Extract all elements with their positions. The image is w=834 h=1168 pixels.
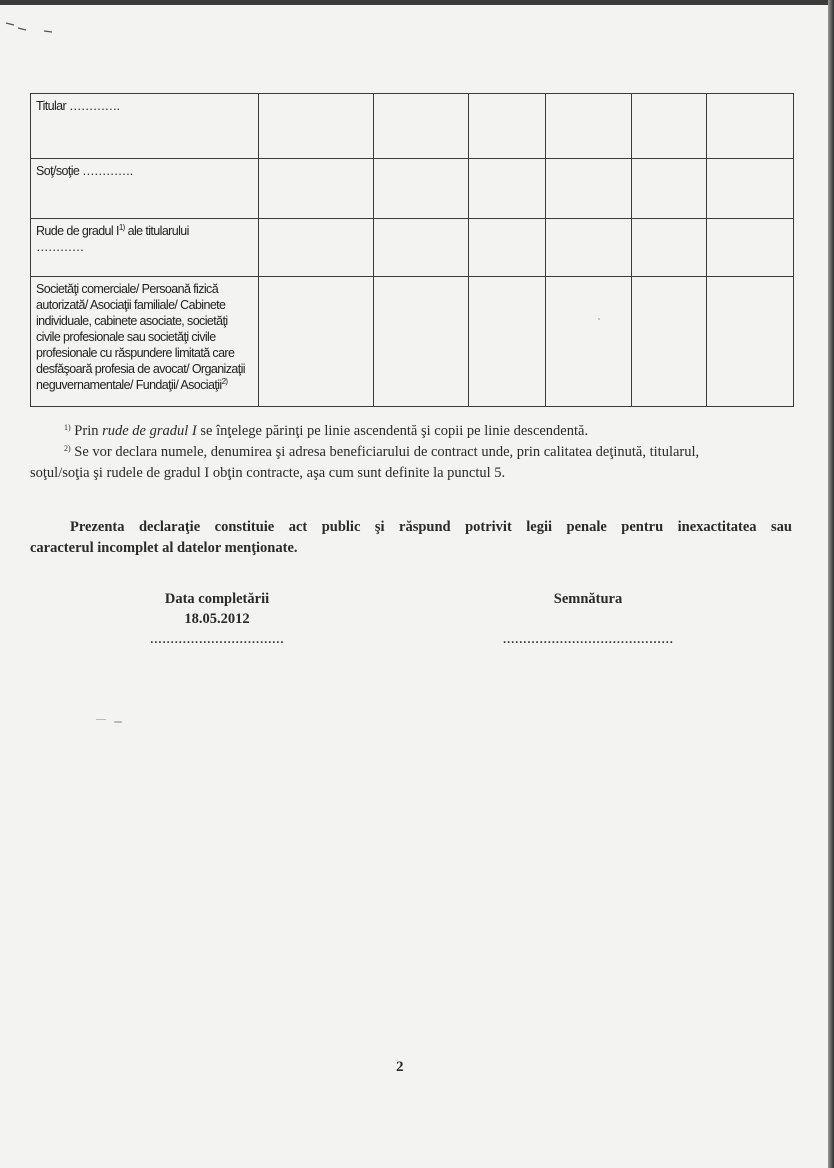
table-cell [707, 277, 794, 407]
declaration-table [30, 93, 794, 407]
statement-line: Prezenta declaraţie constituie act public şi răspund potrivit legii penale pentru inexactitatea sau [70, 519, 792, 535]
table-cell [546, 219, 632, 277]
footnote-1 [30, 421, 800, 442]
table-cell [632, 94, 707, 159]
table-cell [469, 277, 546, 407]
table-cell [632, 277, 707, 407]
scan-speck [96, 719, 106, 720]
table-cell [469, 219, 546, 277]
table-cell [632, 219, 707, 277]
table-cell [707, 159, 794, 219]
statement-line: caracterul incomplet al datelor menţionate. [30, 540, 298, 556]
date-dots: …………………………… [149, 632, 285, 646]
date-block [128, 589, 306, 649]
scan-speck [598, 318, 600, 320]
label-line: Societăţi comerciale/ Persoană fizică [36, 282, 219, 296]
footnote-2 [30, 442, 800, 463]
table-cell [259, 219, 374, 277]
row-label-titular [31, 94, 259, 159]
table-cell [469, 159, 546, 219]
table-row-rude [31, 219, 794, 277]
page-number: 2 [396, 1059, 404, 1075]
label-line: profesionale cu răspundere limitată care [36, 346, 235, 360]
table-cell [546, 159, 632, 219]
table-cell [374, 219, 469, 277]
document-page [0, 5, 828, 1168]
table-cell [259, 94, 374, 159]
date-value: 18.05.2012 [184, 611, 250, 627]
label-line: Soţ/soţie …………. [36, 164, 133, 178]
label-line [36, 377, 254, 393]
label-line: Titular …………. [36, 99, 120, 113]
footnote-text: Se vor declara numele, denumirea şi adresa beneficiarului de contract unde, prin calitatea deţinută, titularul, [70, 444, 700, 460]
table-cell [469, 94, 546, 159]
date-label: Data completării [164, 591, 270, 607]
row-label-societati [31, 277, 259, 407]
label-main: Rude de gradul I [36, 224, 119, 238]
table-cell [374, 277, 469, 407]
label-line: individuale, cabinete asociate, societăţi [36, 314, 228, 328]
footnote-ref: 2) [221, 377, 228, 386]
signature-label: Semnătura [553, 591, 623, 607]
table-cell [707, 94, 794, 159]
table-cell [632, 159, 707, 219]
footnote-mark: 1) [64, 423, 71, 432]
table-cell [259, 277, 374, 407]
label-line [36, 223, 254, 239]
signature-block [478, 589, 698, 649]
label-last: neguvernamentale/ Fundaţii/ Asociaţii [36, 378, 222, 392]
footnote-mark: 2) [64, 444, 71, 453]
table-cell [374, 94, 469, 159]
signature-dots: …………………………………… [502, 632, 674, 646]
table-cell [707, 219, 794, 277]
label-dots: ………… [36, 240, 84, 254]
table-cell [546, 94, 632, 159]
footnote-ref: 1) [118, 223, 125, 232]
label-line: desfăşoară profesia de avocat/ Organizaţii [36, 362, 245, 376]
scan-edge-right [828, 0, 834, 1168]
table-cell [259, 159, 374, 219]
table-row-titular [31, 94, 794, 159]
label-line: autorizată/ Asociaţii familiale/ Cabinete [36, 298, 226, 312]
footnote-2-continued: soţul/soţia şi rudele de gradul I obţin contracte, aşa cum sunt definite la punctul 5. [30, 465, 506, 481]
scan-corner-mark [4, 19, 64, 35]
label-line: civile profesionale sau societăţi civile [36, 330, 216, 344]
table-cell [374, 159, 469, 219]
scan-speck [114, 721, 122, 723]
label-rest: ale titularului [124, 224, 189, 238]
legal-statement [30, 517, 792, 559]
table-cell [546, 277, 632, 407]
row-label-sot-sotie [31, 159, 259, 219]
row-label-rude [31, 219, 259, 277]
table-row-sot-sotie [31, 159, 794, 219]
footnotes [30, 421, 800, 484]
footnote-text: Prin [70, 423, 103, 439]
footnote-text: se înţelege părinţi pe linie ascendentă şi copii pe linie descendentă. [196, 423, 589, 439]
table-row-societati [31, 277, 794, 407]
footnote-italic: rude de gradul I [102, 423, 197, 439]
